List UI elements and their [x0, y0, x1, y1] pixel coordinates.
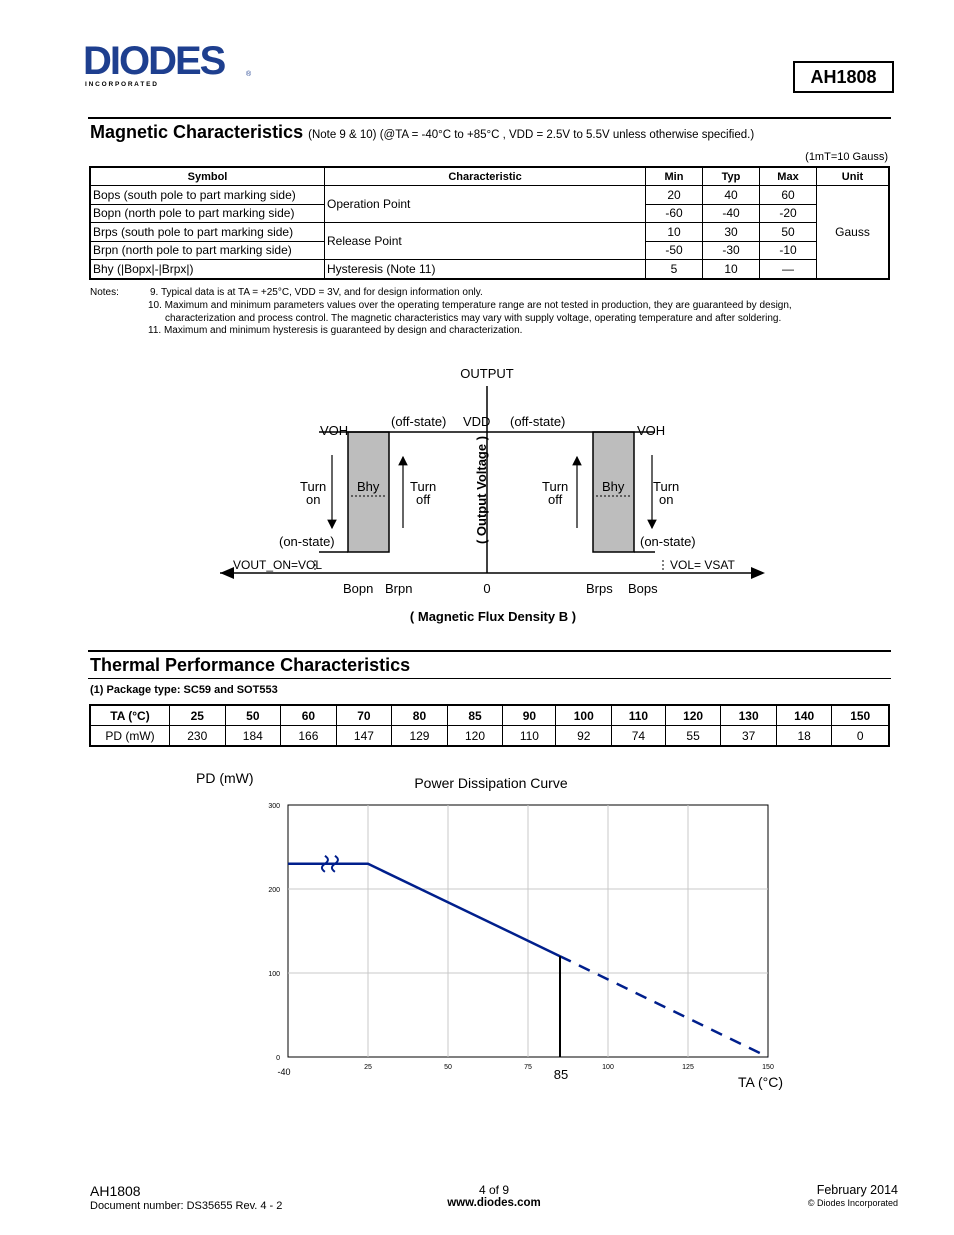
x-tick-label: 150: [762, 1064, 774, 1071]
pd-cell: 110: [503, 726, 556, 747]
row-symbol: Bopn (north pole to part marking side): [90, 204, 325, 223]
turn-on-right-1: Turn: [653, 479, 680, 494]
row-typ: -40: [703, 204, 760, 223]
diodes-logo: [83, 42, 253, 90]
row-characteristic: Operation Point: [325, 186, 646, 223]
turn-on-left-1: Turn: [300, 479, 327, 494]
bopn-label: Bopn: [343, 581, 374, 596]
table-header-row: [90, 167, 889, 186]
chart-xlabel: TA (°C): [738, 1074, 784, 1090]
pd-row: [90, 726, 889, 747]
pd-cell: 120: [447, 726, 503, 747]
ta-cell: 70: [336, 705, 392, 726]
pd-cell: 166: [281, 726, 337, 747]
flux-density-label: ( Magnetic Flux Density B ): [409, 609, 577, 624]
footer-date: February 2014: [816, 1183, 898, 1197]
section-rule-thin: [88, 678, 891, 679]
header-typ: Typ: [703, 167, 760, 186]
notes-label: Notes:: [90, 287, 119, 298]
note-10: 10. Maximum and minimum parameters values over the operating temperature range are not tested in production, they are guaranteed by design,: [148, 300, 792, 311]
zero-label: 0: [483, 581, 491, 596]
row-max: —: [760, 260, 817, 279]
ta-cell: 80: [392, 705, 448, 726]
row-typ: 10: [703, 260, 760, 279]
vout-on-label: VOUT_ON=VOL: [233, 558, 323, 572]
note-10-cont: characterization and process control. The magnetic characteristics may vary with supply voltage, operating temperature and after soldering.: [165, 313, 782, 324]
row-characteristic: Release Point: [325, 223, 646, 260]
table-row: [90, 186, 889, 205]
pd-cell: 55: [665, 726, 721, 747]
footer-part: AH1808: [90, 1183, 141, 1199]
brpn-label: Brpn: [385, 581, 413, 596]
pd-header: PD (mW): [90, 726, 170, 747]
row-min: 5: [646, 260, 703, 279]
y-tick-label: 300: [268, 803, 280, 810]
ta-cell: 50: [225, 705, 281, 726]
table-row: [90, 223, 889, 242]
x-arrow-right: [751, 567, 765, 579]
vol-vsat-label: VOL= VSAT: [670, 558, 735, 572]
y-tick-label: 200: [268, 887, 280, 894]
section-rule: [88, 117, 891, 119]
pd-cell: 0: [832, 726, 889, 747]
row-max: 50: [760, 223, 817, 242]
turn-off-right-1: Turn: [542, 479, 569, 494]
part-number-box: AH1808: [793, 61, 894, 93]
header-max: Max: [760, 167, 817, 186]
ta-cell: 60: [281, 705, 337, 726]
pd-cell: 74: [612, 726, 666, 747]
on-state-left: (on-state): [279, 534, 335, 549]
magnetic-title-text: Magnetic Characteristics: [90, 122, 304, 142]
annotation-85: 85: [553, 1067, 569, 1082]
ta-cell: 140: [776, 705, 832, 726]
chart-ylabel: PD (mW): [196, 770, 254, 786]
footer-url[interactable]: www.diodes.com: [447, 1197, 541, 1209]
thermal-section-title: Thermal Performance Characteristics: [90, 655, 411, 675]
x-arrow-left: [220, 567, 234, 579]
row-max: 60: [760, 186, 817, 205]
voh-label-right: VOH: [637, 423, 666, 438]
turn-off-right-2: off: [548, 492, 563, 507]
ta-row: [90, 705, 889, 726]
ta-cell: 90: [503, 705, 556, 726]
unit-note: (1mT=10 Gauss): [805, 151, 888, 163]
row-typ: 40: [703, 186, 760, 205]
row-typ: -30: [703, 241, 760, 260]
row-symbol: Bhy (|Bopx|-|Brpx|): [90, 260, 325, 279]
row-max: -10: [760, 241, 817, 260]
chart-title: Power Dissipation Curve: [414, 775, 568, 791]
brps-label: Brps: [586, 581, 613, 596]
footer-page: 4 of 9: [478, 1183, 510, 1197]
magnetic-conditions: (Note 9 & 10) (@TA = -40°C to +85°C , VDD = 2.5V to 5.5V unless otherwise specified.): [308, 129, 755, 141]
row-symbol: Brpn (north pole to part marking side): [90, 241, 325, 260]
row-typ: 30: [703, 223, 760, 242]
ta-cell: 120: [665, 705, 721, 726]
turn-on-left-2: on: [306, 492, 321, 507]
pd-cell: 37: [721, 726, 777, 747]
row-characteristic: Hysteresis (Note 11): [325, 260, 646, 279]
ta-cell: 85: [447, 705, 503, 726]
row-symbol: Brps (south pole to part marking side): [90, 223, 325, 242]
ta-cell: 110: [612, 705, 666, 726]
turn-off-left-2: off: [416, 492, 431, 507]
ta-cell: 25: [170, 705, 226, 726]
x-tick-label: 100: [602, 1064, 614, 1071]
ta-cell: 150: [832, 705, 889, 726]
ta-cell: 100: [556, 705, 612, 726]
row-min: -50: [646, 241, 703, 260]
row-min: 20: [646, 186, 703, 205]
package-type: (1) Package type: SC59 and SOT553: [90, 684, 278, 696]
note-11: 11. Maximum and minimum hysteresis is guaranteed by design and characterization.: [148, 325, 523, 336]
off-state-right: (off-state): [510, 414, 566, 429]
x-tick-label: 125: [682, 1064, 694, 1071]
logo-text: DIODES: [83, 42, 225, 83]
row-min: 10: [646, 223, 703, 242]
magnetic-table: [89, 166, 890, 280]
header-symbol: Symbol: [90, 167, 325, 186]
turn-off-left-1: Turn: [410, 479, 437, 494]
pd-cell: 129: [392, 726, 448, 747]
on-state-right: (on-state): [640, 534, 696, 549]
footer-copyright: © Diodes Incorporated: [807, 1198, 898, 1208]
header-unit: Unit: [817, 167, 890, 186]
note-9: 9. Typical data is at TA = +25°C, VDD = 3V, and for design information only.: [150, 287, 483, 298]
pd-cell: 230: [170, 726, 226, 747]
off-state-left: (off-state): [391, 414, 447, 429]
row-unit: Gauss: [817, 186, 890, 279]
pd-cell: 18: [776, 726, 832, 747]
pd-cell: 92: [556, 726, 612, 747]
y-tick-label: 0: [276, 1055, 280, 1062]
plot-area: [268, 803, 774, 1082]
y-tick-label: 100: [268, 971, 280, 978]
pd-cell: 184: [225, 726, 281, 747]
bops-label: Bops: [628, 581, 658, 596]
x-tick-label: 75: [524, 1064, 532, 1071]
thermal-table: [89, 704, 890, 747]
row-symbol: Bops (south pole to part marking side): [90, 186, 325, 205]
hysteresis-diagram: [215, 360, 775, 630]
voh-label-left: VOH: [320, 423, 349, 438]
row-max: -20: [760, 204, 817, 223]
logo-reg: ®: [246, 71, 252, 78]
bhy-label-right: Bhy: [602, 479, 625, 494]
section-rule: [88, 650, 891, 652]
bhy-label-left: Bhy: [357, 479, 380, 494]
table-row: [90, 260, 889, 279]
ta-header: TA (°C): [90, 705, 170, 726]
output-voltage-label: ( Output Voltage ): [474, 435, 489, 545]
magnetic-section-title: [90, 122, 754, 143]
x-tick-label: 50: [444, 1064, 452, 1071]
row-min: -60: [646, 204, 703, 223]
footer-doc-number: Document number: DS35655 Rev. 4 - 2: [90, 1200, 283, 1212]
power-dissipation-chart: [180, 765, 800, 1100]
output-label: OUTPUT: [460, 366, 514, 381]
header-min: Min: [646, 167, 703, 186]
x-tick-label: -40: [277, 1067, 291, 1077]
x-tick-label: 25: [364, 1064, 372, 1071]
vdd-label: VDD: [463, 414, 491, 429]
turn-on-right-2: on: [659, 492, 674, 507]
header-characteristic: Characteristic: [325, 167, 646, 186]
pd-cell: 147: [336, 726, 392, 747]
ta-cell: 130: [721, 705, 777, 726]
logo-sub: I N C O R P O R A T E D: [85, 81, 157, 88]
